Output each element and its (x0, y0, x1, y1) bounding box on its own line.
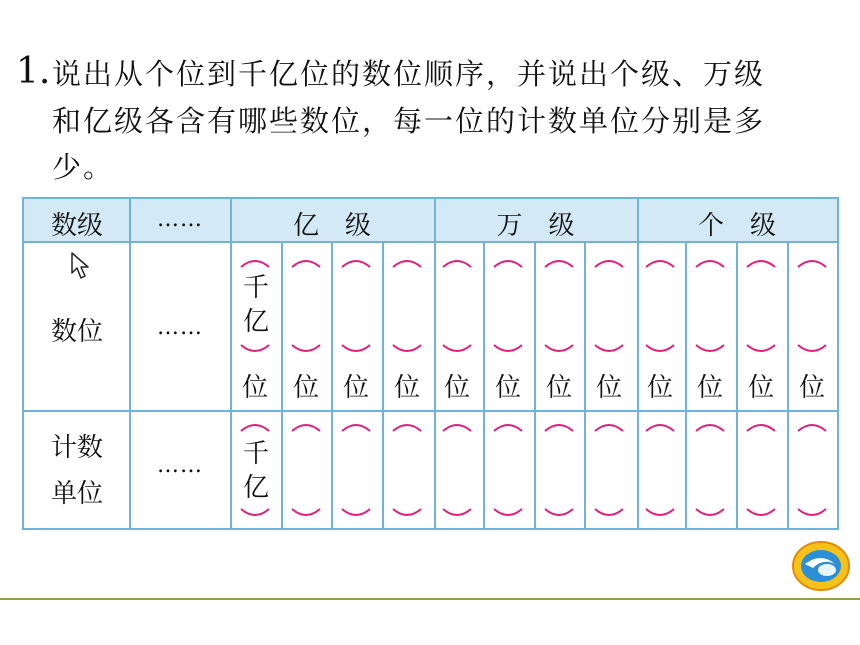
question-number: 1. (16, 51, 51, 92)
unit-bracket-top (484, 419, 532, 433)
publisher-logo-icon (791, 540, 851, 592)
digit-wei-char: 位 (646, 373, 673, 403)
unit-bracket-top (231, 419, 279, 433)
digit-bracket-bottom (332, 343, 380, 357)
mouse-cursor-icon (70, 251, 92, 281)
unit-bracket-top (737, 419, 785, 433)
unit-bracket-top (636, 419, 684, 433)
digit-wei-char: 位 (342, 373, 369, 403)
unit-bracket-top (788, 419, 836, 433)
unit-bracket-bottom (585, 507, 633, 521)
unit-bracket-top (383, 419, 431, 433)
unit-bracket-bottom (535, 507, 583, 521)
digit-wei-char: 位 (241, 373, 268, 403)
unit-bracket-bottom (686, 507, 734, 521)
column-divider (434, 199, 436, 528)
unit-bracket-bottom (433, 507, 481, 521)
unit-bracket-top (282, 419, 330, 433)
digit-bracket-top (332, 255, 380, 269)
row-divider (24, 410, 837, 412)
digit-bracket-top (636, 255, 684, 269)
unit-bracket-top (332, 419, 380, 433)
digit-bracket-top (686, 255, 734, 269)
digit-bracket-bottom (535, 343, 583, 357)
digit-bracket-top (535, 255, 583, 269)
digit-wei-char: 位 (393, 373, 420, 403)
digit-wei-char: 位 (292, 373, 319, 403)
digit-bracket-bottom (282, 343, 330, 357)
digit-bracket-bottom (484, 343, 532, 357)
digit-wei-char: 位 (696, 373, 723, 403)
digit-wei-char: 位 (443, 373, 470, 403)
digit-qian-char: 千 (242, 273, 269, 303)
question-line-2: 和亿级各含有哪些数位，每一位的计数单位分别是多 (52, 104, 766, 138)
digit-wei-char: 位 (595, 373, 622, 403)
row-label-unit-1: 计数 (50, 433, 103, 463)
header-wan-level: 万 级 (496, 211, 575, 241)
digit-bracket-bottom (433, 343, 481, 357)
digit-wei-char: 位 (798, 373, 825, 403)
column-divider (129, 199, 131, 528)
header-ge-level: 个 级 (697, 211, 776, 241)
digit-bracket-top (788, 255, 836, 269)
digit-bracket-bottom (737, 343, 785, 357)
unit-yi-char: 亿 (242, 473, 269, 503)
row-label-unit-2: 单位 (50, 479, 103, 509)
unit-bracket-bottom (231, 507, 279, 521)
digit-bracket-top (282, 255, 330, 269)
header-ellipsis: …… (157, 207, 203, 232)
digit-wei-char: 位 (494, 373, 521, 403)
row-ellipsis-digit: …… (157, 315, 203, 340)
digit-bracket-bottom (585, 343, 633, 357)
question-line-1: 说出从个位到千亿位的数位顺序，并说出个级、万级 (52, 57, 766, 91)
digit-wei-char: 位 (545, 373, 572, 403)
unit-bracket-top (535, 419, 583, 433)
digit-bracket-bottom (231, 343, 279, 357)
unit-qian-char: 千 (242, 439, 269, 469)
digit-bracket-bottom (686, 343, 734, 357)
place-value-table (22, 197, 839, 530)
unit-bracket-bottom (383, 507, 431, 521)
digit-bracket-top (231, 255, 279, 269)
digit-yi-char: 亿 (242, 307, 269, 337)
unit-bracket-bottom (282, 507, 330, 521)
digit-bracket-top (737, 255, 785, 269)
digit-bracket-bottom (636, 343, 684, 357)
question-line-3: 少。 (52, 150, 115, 184)
unit-bracket-bottom (788, 507, 836, 521)
digit-bracket-top (585, 255, 633, 269)
digit-bracket-bottom (788, 343, 836, 357)
unit-bracket-bottom (636, 507, 684, 521)
column-divider (230, 199, 232, 528)
unit-bracket-bottom (332, 507, 380, 521)
row-ellipsis-unit: …… (157, 453, 203, 478)
header-yi-level: 亿 级 (292, 211, 371, 241)
digit-wei-char: 位 (747, 373, 774, 403)
column-divider (637, 199, 639, 528)
header-level: 数级 (50, 211, 103, 241)
row-label-digit: 数位 (50, 317, 103, 347)
unit-bracket-top (585, 419, 633, 433)
unit-bracket-top (686, 419, 734, 433)
unit-bracket-bottom (484, 507, 532, 521)
digit-bracket-bottom (383, 343, 431, 357)
footer-divider (0, 598, 860, 600)
digit-bracket-top (433, 255, 481, 269)
digit-bracket-top (383, 255, 431, 269)
digit-bracket-top (484, 255, 532, 269)
unit-bracket-top (433, 419, 481, 433)
unit-bracket-bottom (737, 507, 785, 521)
